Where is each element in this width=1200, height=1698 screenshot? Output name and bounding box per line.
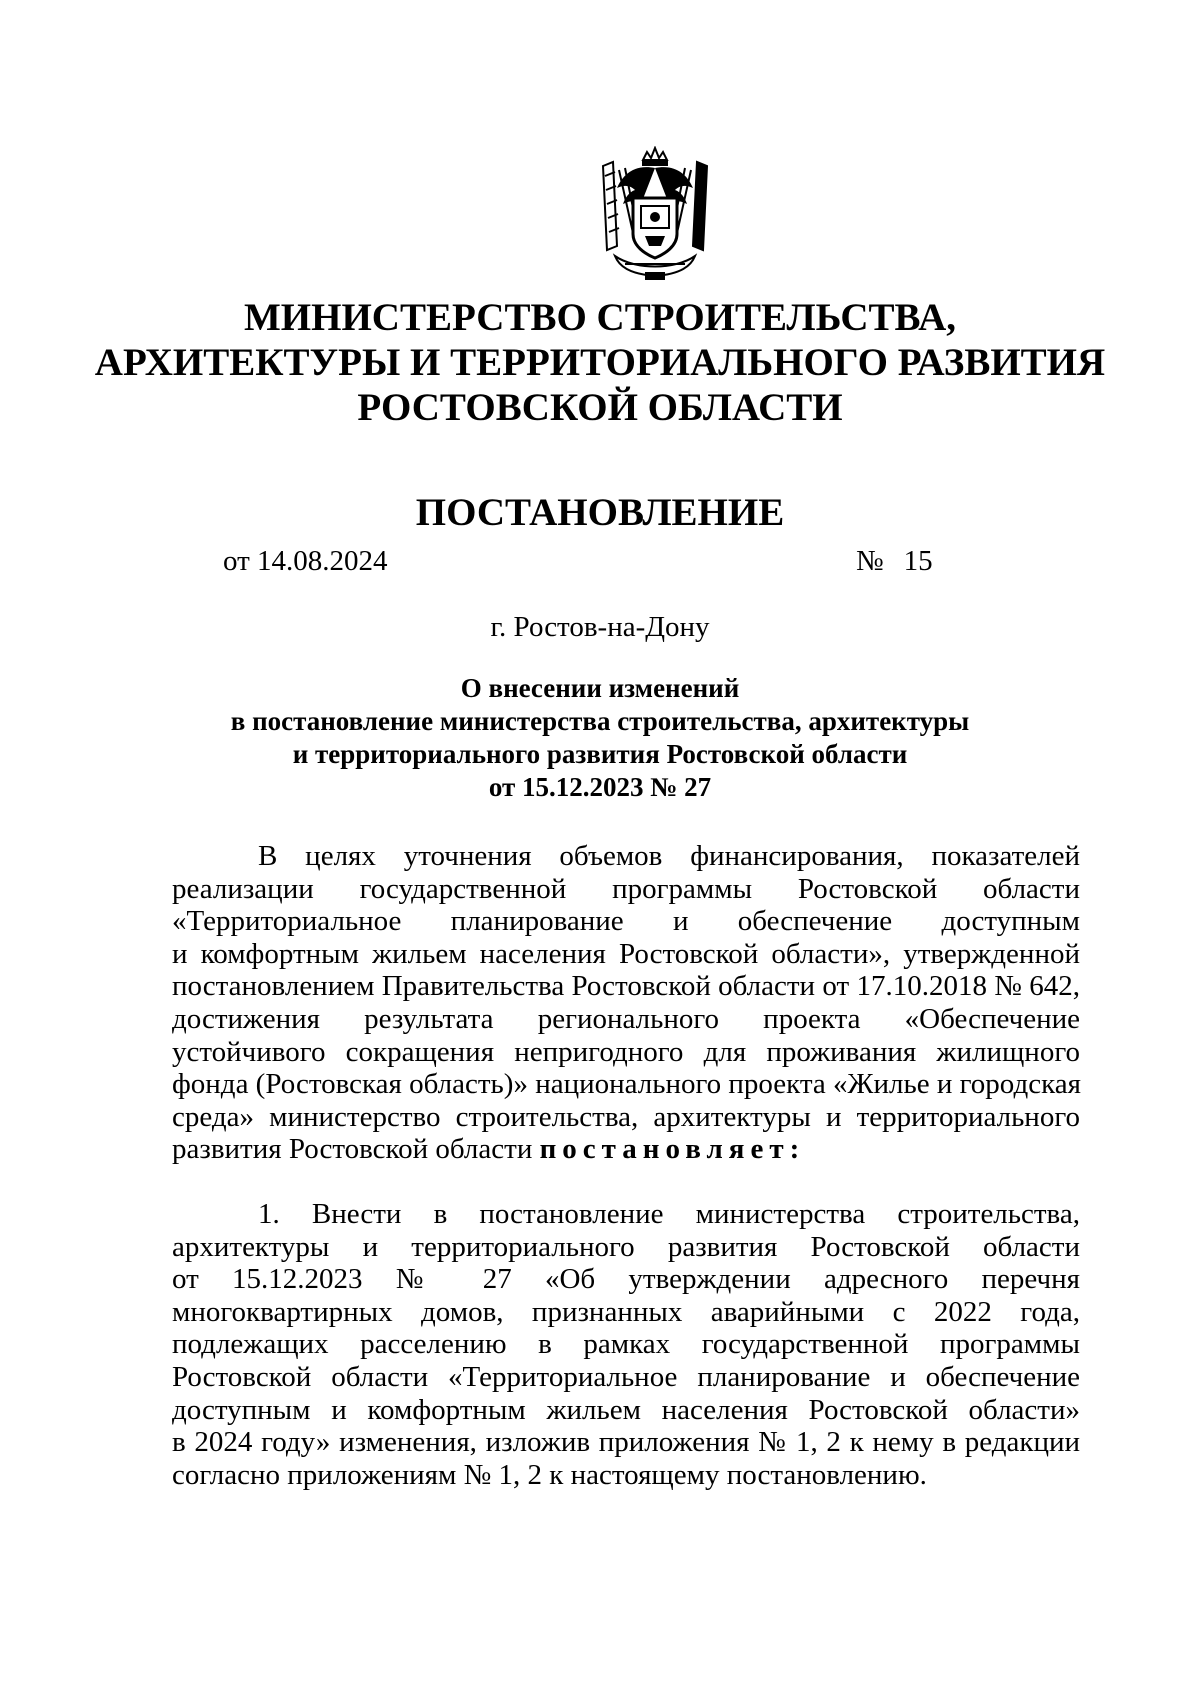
paragraph-line: архитектуры и территориального развития Ростовской области — [172, 1230, 1080, 1263]
paragraph-line: и комфортным жильем населения Ростовской области», утвержденной — [172, 937, 1080, 970]
paragraph-line: подлежащих расселению в рамках государственной программы — [172, 1328, 1080, 1361]
ministry-name-line: АРХИТЕКТУРЫ И ТЕРРИТОРИАЛЬНОГО РАЗВИТИЯ — [94, 341, 1106, 384]
paragraph-line: реализации государственной программы Ростовской области — [172, 872, 1080, 905]
number-value: 15 — [903, 545, 933, 577]
subject-line: в постановление министерства строительства, архитектуры — [230, 706, 970, 736]
paragraph-line: в 2024 году» изменения, изложив приложения № 1, 2 к нему в редакции — [172, 1426, 1080, 1459]
preamble-paragraph — [172, 840, 1080, 1166]
paragraph-line: от 15.12.2023 № 27 «Об утверждении адресного перечня — [172, 1263, 1080, 1296]
paragraph-line-text: развития Ростовской области — [172, 1133, 540, 1166]
paragraph-line: фонда (Ростовская область)» национального проекта «Жилье и городская — [172, 1068, 1081, 1101]
ministry-name-line: МИНИСТЕРСТВО СТРОИТЕЛЬСТВА, — [243, 296, 957, 339]
document-city: г. Ростов-на-Дону — [490, 611, 710, 643]
subject-line: О внесении изменений — [460, 673, 740, 703]
subject-line: и территориального развития Ростовской области — [292, 739, 908, 769]
document-type: ПОСТАНОВЛЕНИЕ — [415, 491, 785, 534]
paragraph-line: доступным и комфортным жильем населения Ростовской области» — [172, 1393, 1080, 1426]
paragraph-line: согласно приложениям № 1, 2 к настоящему постановлению. — [172, 1458, 927, 1491]
paragraph-line: устойчивого сокращения непригодного для проживания жилищного — [172, 1035, 1080, 1068]
paragraph-line: Ростовской области «Территориальное планирование и обеспечение — [172, 1360, 1080, 1393]
paragraph-line — [172, 1133, 1080, 1166]
clause-1-paragraph — [172, 1198, 1080, 1491]
paragraph-line: «Территориальное планирование и обеспечение доступным — [172, 905, 1080, 938]
document-number — [856, 544, 933, 578]
document-subject — [0, 672, 1200, 804]
paragraph-line: многоквартирных домов, признанных аварийными с 2022 года, — [172, 1295, 1080, 1328]
ministry-name — [0, 295, 1200, 430]
subject-line: от 15.12.2023 № 27 — [488, 772, 712, 802]
paragraph-line: В целях уточнения объемов финансирования, показателей — [258, 840, 1080, 872]
number-label: № — [856, 545, 884, 577]
document-date: от 14.08.2024 — [223, 545, 388, 577]
paragraph-line: постановлением Правительства Ростовской области от 17.10.2018 № 642, — [172, 970, 1080, 1003]
rostov-oblast-coat-of-arms-icon — [595, 146, 715, 286]
ministry-name-line: РОСТОВСКОЙ ОБЛАСТИ — [357, 386, 843, 429]
decree-word: постановляет: — [539, 1133, 806, 1166]
paragraph-line: 1. Внести в постановление министерства строительства, — [258, 1198, 1080, 1230]
paragraph-line: достижения результата регионального проекта «Обеспечение — [172, 1002, 1080, 1035]
paragraph-line: среда» министерство строительства, архитектуры и территориального — [172, 1100, 1080, 1133]
